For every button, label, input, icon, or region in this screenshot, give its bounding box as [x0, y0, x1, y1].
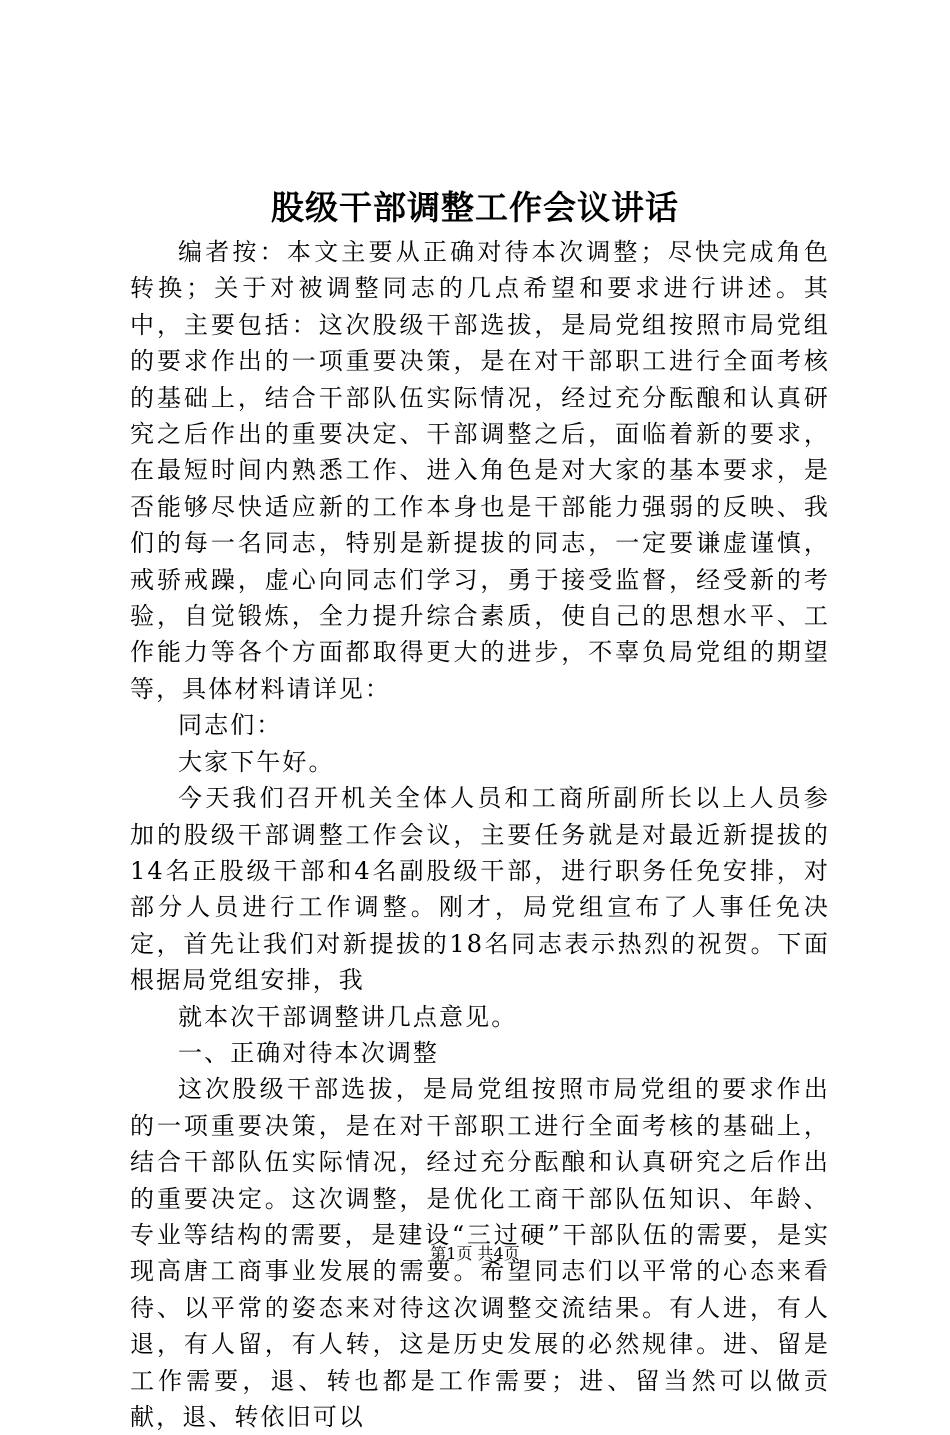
- section-body-paragraph: 这次股级干部选拔，是局党组按照市局党组的要求作出的一项重要决策，是在对干部职工进行全面考核的基础上，结合干部队伍实际情况，经过充分酝酿和认真研究之后作出的重要决定。这次调整，是优化工商干部队伍知识、年龄、专业等结构的需要，是建设“三过硬”干部队伍的需要，是实现高唐工商事业发展的需要。希望同志们以平常的心态来看待、以平常的姿态来对待这次调整交流结果。有人进，有人退，有人留，有人转，这是历史发展的必然规律。进、留是工作需要，退、转也都是工作需要；进、留当然可以做贡献，退、转依旧可以: [130, 1075, 830, 1431]
- intro-paragraph: 今天我们召开机关全体人员和工商所副所长以上人员参加的股级干部调整工作会议，主要任务就是对最近新提拔的14名正股级干部和4名副股级干部，进行职务任免安排，对部分人员进行工作调整。刚才，局党组宣布了人事任免决定，首先让我们对新提拔的18名同志表示热烈的祝贺。下面根据局党组安排，我: [130, 784, 830, 995]
- section-heading: 一、正确对待本次调整: [178, 1038, 439, 1067]
- document-title: 股级干部调整工作会议讲话: [271, 188, 679, 227]
- salutation-paragraph: 同志们：: [178, 711, 283, 740]
- opinion-paragraph: 就本次干部调整讲几点意见。: [178, 1002, 518, 1031]
- page-footer: 第1页 共4页: [430, 1244, 520, 1263]
- greeting-paragraph: 大家下午好。: [178, 747, 335, 776]
- editor-note-paragraph: 编者按：本文主要从正确对待本次调整；尽快完成角色转换；关于对被调整同志的几点希望和要求进行讲述。其中，主要包括：这次股级干部选拔，是局党组按照市局党组的要求作出的一项重要决策，是在对干部职工进行全面考核的基础上，结合干部队伍实际情况，经过充分酝酿和认真研究之后作出的重要决定、干部调整之后，面临着新的要求，在最短时间内熟悉工作、进入角色是对大家的基本要求，是否能够尽快适应新的工作本身也是干部能力强弱的反映、我们的每一名同志，特别是新提拔的同志，一定要谦虚谨慎，戒骄戒躁，虚心向同志们学习，勇于接受监督，经受新的考验，自觉锻炼，全力提升综合素质，使自己的思想水平、工作能力等各个方面都取得更大的进步，不辜负局党组的期望等，具体材料请详见：: [130, 238, 830, 703]
